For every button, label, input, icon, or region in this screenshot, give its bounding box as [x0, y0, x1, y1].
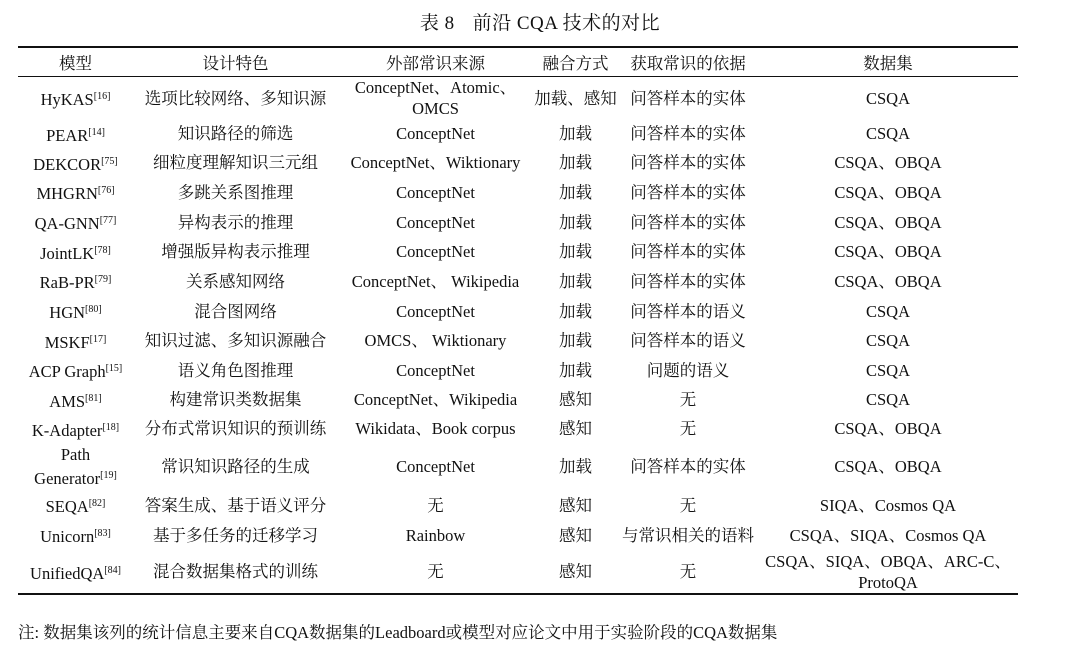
cell-basis: 无	[679, 390, 697, 409]
citation-ref: [82]	[88, 498, 106, 509]
citation-ref: [16]	[93, 91, 111, 102]
header-feature: 设计特色	[133, 47, 338, 77]
cell-dataset: CSQA	[865, 360, 910, 380]
header-row	[18, 47, 1018, 77]
cell-model	[18, 355, 133, 385]
cell-model	[18, 385, 133, 414]
table-row	[18, 550, 1018, 594]
table-row	[18, 177, 1018, 207]
cell-dataset: CSQA、OBQA	[834, 457, 942, 476]
cell-dataset: SIQA、Cosmos QA	[819, 495, 957, 515]
model-name: UnifiedQA	[30, 563, 105, 583]
table-row	[18, 77, 1018, 120]
model-name: MSKF	[44, 332, 90, 352]
cell-dataset: CSQA、OBQA	[834, 271, 942, 291]
citation-ref: [79]	[94, 274, 112, 285]
cell-basis: 问答样本的实体	[630, 88, 746, 108]
cell-feature: 异构表示的推理	[177, 212, 294, 232]
header-basis: 获取常识的依据	[618, 47, 758, 77]
cell-basis: 问答样本的实体	[630, 457, 746, 476]
comparison-table	[18, 46, 1018, 595]
cell-basis: 与常识相关的语料	[622, 525, 754, 545]
cell-source: Wikidata、Book corpus	[355, 419, 516, 438]
cell-source: OMCS、 Wiktionary	[364, 331, 507, 350]
cell-dataset: CSQA、OBQA	[834, 153, 942, 172]
header-model: 模型	[18, 47, 133, 77]
cell-model	[18, 266, 133, 296]
cell-dataset: CSQA、OBQA	[834, 212, 942, 232]
cell-feature: 混合图网络	[194, 301, 277, 321]
cell-fusion: 感知	[559, 419, 592, 438]
model-name: K-Adapter	[31, 420, 103, 440]
model-name: HyKAS	[40, 90, 94, 109]
citation-ref: [15]	[105, 363, 123, 374]
cell-feature: 关系感知网络	[186, 271, 285, 291]
cell-source: ConceptNet	[396, 182, 475, 202]
cell-dataset: CSQA	[865, 331, 910, 350]
table-row	[18, 414, 1018, 443]
cell-feature: 构建常识类数据集	[169, 390, 302, 409]
citation-ref: [81]	[85, 392, 102, 404]
cell-source: ConceptNet	[396, 457, 475, 476]
cell-fusion: 感知	[559, 525, 592, 545]
cell-dataset: CSQA、SIQA、Cosmos QA	[789, 525, 987, 545]
table-row	[18, 148, 1018, 177]
cell-model	[18, 237, 133, 266]
cell-basis: 问题的语义	[646, 360, 730, 380]
cell-source: ConceptNet、Atomic、OMCS	[354, 78, 517, 118]
citation-ref: [19]	[100, 470, 117, 481]
header-dataset: 数据集	[758, 47, 1018, 77]
table-row	[18, 443, 1018, 490]
table-row	[18, 326, 1018, 355]
cell-source: ConceptNet	[396, 301, 475, 321]
cell-model	[18, 77, 133, 120]
citation-ref: [77]	[99, 215, 117, 226]
model-name: HGN	[49, 303, 86, 322]
citation-ref: [18]	[102, 421, 120, 433]
cell-basis: 问答样本的实体	[630, 124, 746, 143]
cell-model	[18, 443, 133, 490]
table-footnote: 注: 数据集该列的统计信息主要来自CQA数据集的Leadboard或模型对应论文中用于实验阶段的CQA数据集	[18, 623, 778, 642]
model-name: ACP Graph	[28, 362, 106, 381]
table-row	[18, 207, 1018, 237]
cell-feature: 基于多任务的迁移学习	[153, 525, 318, 545]
table-row	[18, 296, 1018, 326]
table-row	[18, 355, 1018, 385]
model-name: RaB-PR	[39, 273, 95, 292]
cell-fusion: 加载	[559, 360, 592, 380]
cell-model	[18, 296, 133, 326]
cell-basis: 问答样本的实体	[630, 153, 746, 172]
cell-fusion: 感知	[533, 550, 618, 594]
model-name: PEAR	[46, 125, 89, 145]
cell-source: ConceptNet	[396, 124, 475, 143]
citation-ref: [76]	[97, 185, 115, 196]
table-caption	[0, 8, 1080, 35]
cell-fusion: 加载	[559, 153, 592, 172]
cell-source: ConceptNet、Wikipedia	[353, 390, 518, 409]
cell-fusion: 感知	[559, 495, 592, 515]
model-name: SEQA	[45, 497, 89, 516]
cell-fusion: 加载	[559, 301, 592, 321]
table-row	[18, 237, 1018, 266]
cell-source: ConceptNet、Wiktionary	[350, 153, 521, 172]
citation-ref: [14]	[88, 126, 105, 138]
cell-basis: 无	[679, 495, 697, 515]
cell-source: 无	[427, 495, 444, 515]
table-title: 前沿 CQA 技术的对比	[472, 13, 661, 34]
cell-source: ConceptNet	[396, 360, 475, 380]
cell-model	[18, 148, 133, 177]
cell-feature: 常识知识路径的生成	[161, 457, 310, 476]
model-name: MHGRN	[36, 184, 98, 203]
cell-dataset: CSQA、OBQA	[834, 419, 942, 438]
table-row	[18, 266, 1018, 296]
model-name: QA-GNN	[34, 214, 100, 233]
citation-ref: [84]	[104, 564, 121, 576]
cell-dataset: CSQA、OBQA	[834, 242, 942, 261]
cell-dataset: CSQA、OBQA	[834, 182, 942, 202]
cell-dataset: CSQA	[865, 88, 910, 108]
model-name: DEKCOR	[33, 154, 102, 174]
citation-ref: [83]	[94, 528, 111, 539]
cell-feature: 知识路径的筛选	[177, 124, 294, 143]
citation-ref: [80]	[85, 304, 102, 315]
cell-basis: 问答样本的语义	[630, 331, 746, 350]
cell-feature: 知识过滤、多知识源融合	[144, 331, 327, 350]
cell-basis: 问答样本的实体	[630, 182, 746, 202]
cell-basis: 问答样本的实体	[630, 242, 746, 261]
cell-model	[18, 490, 133, 520]
model-name: AMS	[49, 391, 86, 411]
cell-feature: 选项比较网络、多知识源	[144, 88, 327, 108]
table-row	[18, 490, 1018, 520]
cell-model	[18, 326, 133, 355]
cell-source: ConceptNet	[396, 212, 475, 232]
table-row	[18, 385, 1018, 414]
table-row	[18, 520, 1018, 550]
cell-fusion: 加载、感知	[534, 88, 617, 108]
cell-feature: 细粒度理解知识三元组	[153, 153, 318, 172]
citation-ref: [17]	[89, 333, 107, 345]
cell-basis: 无	[618, 550, 758, 594]
cell-feature: 混合数据集格式的训练	[133, 550, 338, 594]
cell-model	[18, 550, 133, 594]
cell-fusion: 加载	[559, 457, 592, 476]
cell-model	[18, 119, 133, 148]
cell-model	[18, 414, 133, 443]
model-name: Path Generator	[34, 445, 101, 488]
cell-feature: 增强版异构表示推理	[161, 242, 310, 261]
citation-ref: [75]	[101, 155, 118, 167]
cell-feature: 语义角色图推理	[177, 360, 294, 380]
cell-source: ConceptNet、 Wikipedia	[351, 271, 520, 291]
cell-fusion: 感知	[559, 390, 592, 409]
cell-source: ConceptNet	[396, 242, 475, 261]
cell-fusion: 加载	[559, 331, 592, 350]
table-row	[18, 119, 1018, 148]
cell-dataset: CSQA	[865, 124, 910, 143]
cell-fusion: 加载	[559, 124, 592, 143]
cell-fusion: 加载	[559, 271, 592, 291]
cell-basis: 问答样本的实体	[630, 271, 746, 291]
header-source: 外部常识来源	[338, 47, 533, 77]
table-number: 表 8	[419, 13, 455, 34]
cell-feature: 多跳关系图推理	[177, 182, 294, 202]
cell-dataset: CSQA	[865, 390, 910, 409]
cell-dataset: CSQA、SIQA、OBQA、ARC-C、ProtoQA	[758, 550, 1018, 594]
model-name: Unicorn	[40, 527, 95, 546]
cell-fusion: 加载	[559, 242, 592, 261]
cell-basis: 无	[679, 419, 697, 438]
model-name: JointLK	[40, 243, 95, 263]
citation-ref: [78]	[94, 244, 111, 256]
cell-source: 无	[338, 550, 533, 594]
cell-model	[18, 207, 133, 237]
cell-model	[18, 520, 133, 550]
cell-dataset: CSQA	[865, 301, 910, 321]
cell-fusion: 加载	[559, 182, 592, 202]
cell-feature: 答案生成、基于语义评分	[144, 495, 327, 515]
cell-fusion: 加载	[559, 212, 592, 232]
cell-model	[18, 177, 133, 207]
header-fusion: 融合方式	[533, 47, 618, 77]
cell-basis: 问答样本的实体	[630, 212, 746, 232]
cell-source: Rainbow	[405, 525, 466, 545]
cell-feature: 分布式常识知识的预训练	[144, 419, 327, 438]
cell-basis: 问答样本的语义	[630, 301, 746, 321]
